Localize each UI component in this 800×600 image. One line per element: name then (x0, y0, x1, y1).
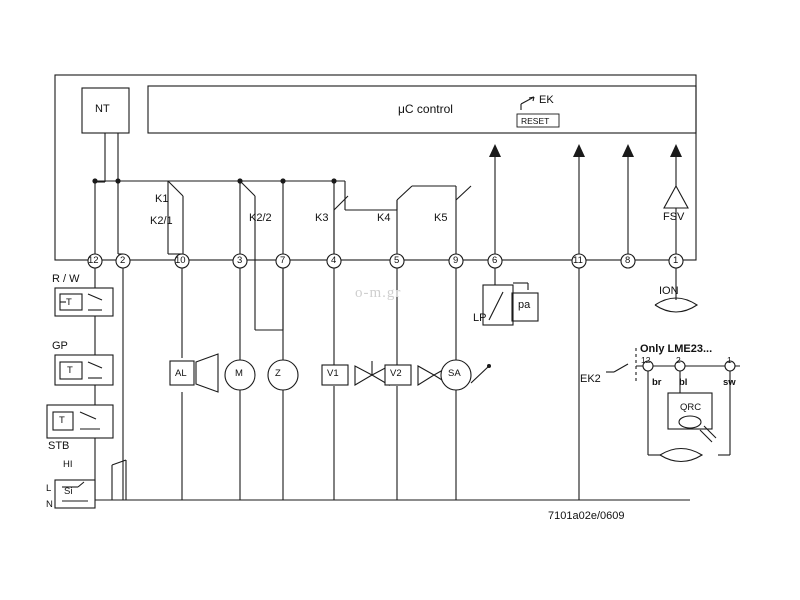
mains-n-label: N (46, 499, 53, 510)
qrc-terminal-1: 1 (727, 355, 732, 365)
drawing-number: 7101a02e/0609 (548, 510, 625, 522)
fsv-label: FSV (663, 211, 685, 223)
device-label-z: Z (275, 368, 281, 379)
ek-label: EK (539, 94, 554, 106)
qrc-terminal-12: 12 (641, 355, 651, 365)
terminal-4[interactable]: 4 (331, 255, 337, 266)
stb-symbol-t: T (59, 415, 65, 426)
fuse-label: Si (64, 486, 73, 497)
lp-label: LP (473, 312, 487, 324)
gp-symbol-t: T (67, 365, 73, 376)
device-label-stb: STB (48, 440, 70, 452)
controller-outline (55, 75, 696, 260)
device-label-al: AL (175, 368, 187, 379)
terminal-11[interactable]: 11 (573, 255, 583, 266)
nt-label: NT (95, 103, 110, 115)
qrc-terminal-2: 2 (676, 355, 681, 365)
mains-l-label: L (46, 483, 52, 494)
terminal-9[interactable]: 9 (453, 255, 459, 266)
only-lme23-note: Only LME23... (640, 343, 713, 355)
device-label-sa: SA (448, 368, 461, 379)
qrc-wire-br: br (652, 377, 662, 388)
ek2-label: EK2 (580, 373, 601, 385)
terminal-7[interactable]: 7 (280, 255, 286, 266)
relay-label-k2-2: K2/2 (249, 212, 272, 224)
terminal-5[interactable]: 5 (394, 255, 400, 266)
terminal-1[interactable]: 1 (673, 255, 679, 266)
device-label-gp: GP (52, 340, 68, 352)
reset-label: RESET (521, 116, 550, 126)
device-label-v1: V1 (327, 368, 339, 379)
terminal-6[interactable]: 6 (492, 255, 498, 266)
rw-symbol-t: T (66, 297, 72, 308)
pa-label: pa (518, 299, 531, 311)
relay-label-k1: K1 (155, 193, 169, 205)
qrc-wire-bl: bl (679, 377, 688, 388)
qrc-label: QRC (680, 402, 702, 413)
watermark: o-m.gr (355, 285, 402, 301)
terminal-12[interactable]: 12 (88, 255, 99, 266)
terminal-8[interactable]: 8 (625, 255, 631, 266)
relay-label-k2-1: K2/1 (150, 215, 173, 227)
terminal-3[interactable]: 3 (237, 255, 243, 266)
device-label-m: M (235, 368, 243, 379)
terminal-2[interactable]: 2 (120, 255, 126, 266)
relay-label-k3: K3 (315, 212, 329, 224)
device-label-rw: R / W (52, 273, 80, 285)
relay-label-k5: K5 (434, 212, 448, 224)
ion-label: ION (659, 285, 679, 297)
relay-label-k4: K4 (377, 212, 391, 224)
qrc-wire-sw: sw (723, 377, 736, 388)
uc-control-title: μC control (398, 102, 453, 116)
device-label-v2: V2 (390, 368, 402, 379)
terminal-10[interactable]: 10 (175, 255, 186, 266)
mains-switch-label: HI (63, 459, 73, 470)
